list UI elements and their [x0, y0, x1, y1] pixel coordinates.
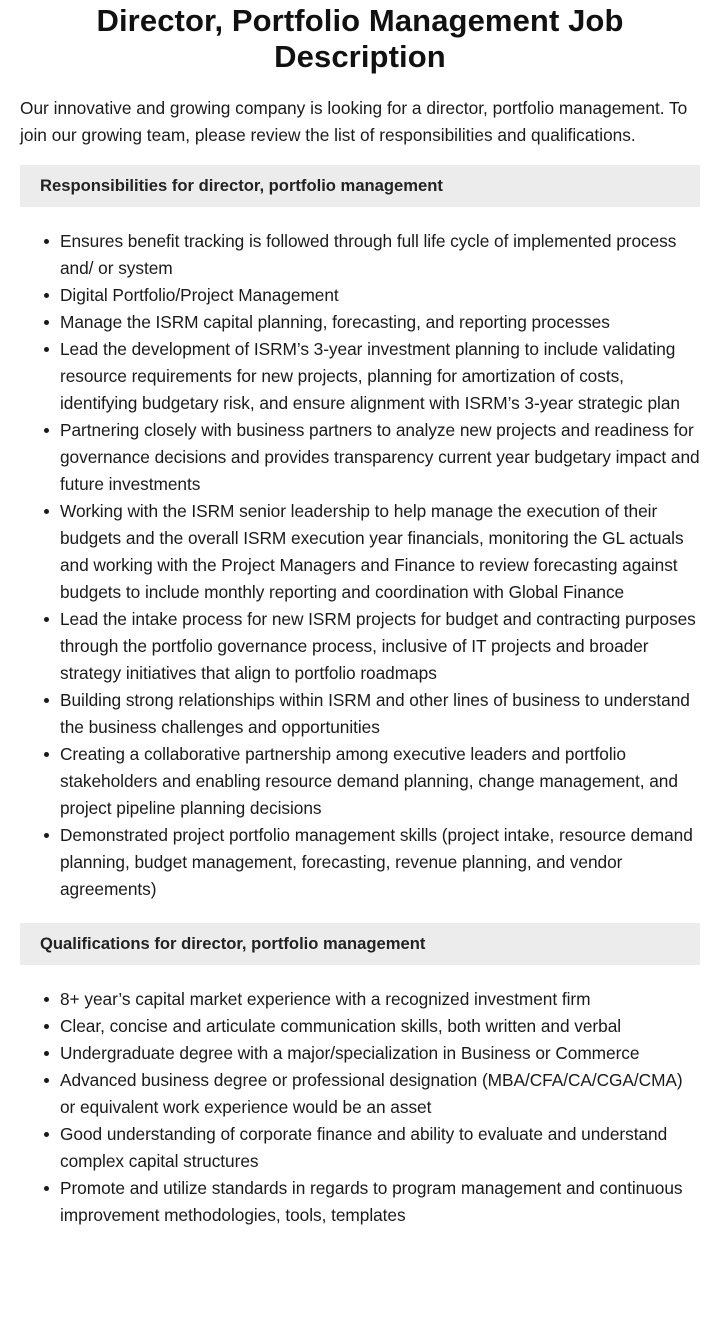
qualifications-list — [20, 986, 700, 1229]
list-item: Building strong relationships within ISRM and other lines of business to understand the business challenges and opportunities — [60, 687, 700, 741]
list-item: Clear, concise and articulate communication skills, both written and verbal — [60, 1013, 700, 1040]
list-item: Digital Portfolio/Project Management — [60, 282, 700, 309]
list-item: Lead the development of ISRM’s 3-year investment planning to include validating resource requirements for new projects, planning for amortization of costs, identifying budgetary risk, and ensure alignment with ISRM’s 3-year strategic plan — [60, 336, 700, 417]
list-item: Creating a collaborative partnership among executive leaders and portfolio stakeholders and enabling resource demand planning, change management, and project pipeline planning decisions — [60, 741, 700, 822]
list-item: Manage the ISRM capital planning, forecasting, and reporting processes — [60, 309, 700, 336]
list-item: Partnering closely with business partners to analyze new projects and readiness for governance decisions and provides transparency current year budgetary impact and future investments — [60, 417, 700, 498]
list-item: Promote and utilize standards in regards to program management and continuous improvement methodologies, tools, templates — [60, 1175, 700, 1229]
intro-paragraph: Our innovative and growing company is looking for a director, portfolio management. To join our growing team, please review the list of responsibilities and qualifications. — [20, 98, 688, 145]
list-item: Good understanding of corporate finance and ability to evaluate and understand complex capital structures — [60, 1121, 700, 1175]
page-title: Director, Portfolio Management Job Description — [96, 3, 624, 74]
list-item: Demonstrated project portfolio management skills (project intake, resource demand planning, budget management, forecasting, revenue planning, and vendor agreements) — [60, 822, 700, 903]
responsibilities-list — [20, 228, 700, 903]
list-item: Working with the ISRM senior leadership to help manage the execution of their budgets and the overall ISRM execution year financials, monitoring the GL actuals and working with the Project Managers and Finance to review forecasting against budgets to include monthly reporting and coordination with Global Finance — [60, 498, 700, 606]
list-item: Ensures benefit tracking is followed through full life cycle of implemented process and/ or system — [60, 228, 700, 282]
responsibilities-heading: Responsibilities for director, portfolio management — [20, 165, 700, 207]
list-item: Advanced business degree or professional designation (MBA/CFA/CA/CGA/CMA) or equivalent work experience would be an asset — [60, 1067, 700, 1121]
list-item: 8+ year’s capital market experience with a recognized investment firm — [60, 986, 700, 1013]
qualifications-heading: Qualifications for director, portfolio management — [20, 923, 700, 965]
list-item: Undergraduate degree with a major/specialization in Business or Commerce — [60, 1040, 700, 1067]
list-item: Lead the intake process for new ISRM projects for budget and contracting purposes through the portfolio governance process, inclusive of IT projects and broader strategy initiatives that align to portfolio roadmaps — [60, 606, 700, 687]
